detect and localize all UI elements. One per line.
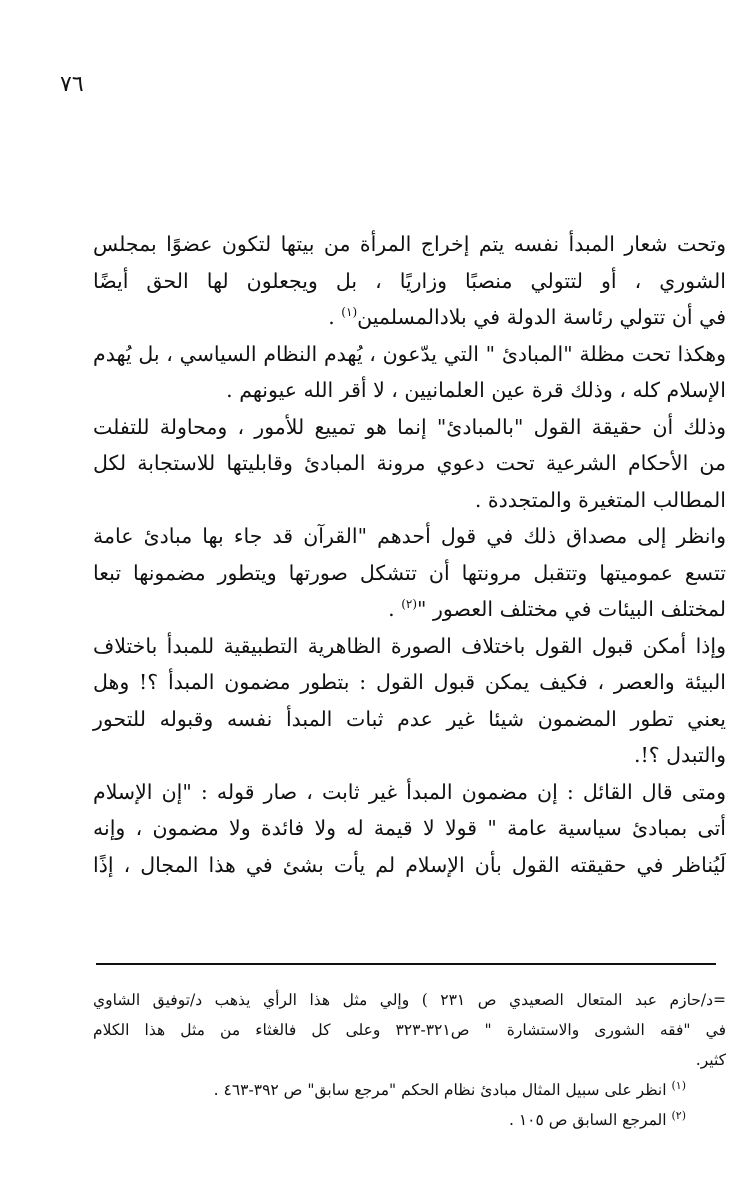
footnote-continuation-line: =د/حازم عبد المتعال الصعيدي ص ٢٣١ ) وإلي مثل هذا الرأي يذهب د/توفيق الشاوي — [93, 991, 726, 1009]
text-line — [93, 299, 726, 336]
text-line: الشوري ، أو لتتولي منصبًا وزاريًا ، بل ويجعلون لها الحق أيضًا — [93, 268, 726, 293]
text-line: أتى بمبادئ سياسية عامة " قولا لا قيمة له ولا فائدة ولا مضمون ، وإنه — [93, 816, 726, 840]
text-segment: . — [328, 305, 342, 329]
text-line: ومتى قال القائل : إن مضمون المبدأ غير ثابت ، صار قوله : "إن الإسلام — [93, 779, 726, 804]
footnote-2-text: المرجع السابق ص ١٠٥ . — [509, 1111, 672, 1129]
page-number: ٧٦ — [60, 72, 84, 97]
footnote-1-mark: (١) — [671, 1078, 686, 1092]
footnote-reference-1[interactable]: (١) — [341, 305, 358, 320]
text-line: والتبدل ؟!. — [633, 743, 726, 767]
text-segment: في أن تتولي رئاسة الدولة في بلادالمسلمين — [357, 305, 726, 329]
text-line: وإذا أمكن قبول القول باختلاف الصورة الظاهرية التطبيقية للمبدأ باختلاف — [93, 633, 726, 658]
text-line: تتسع عموميتها وتتقبل مرونتها أن تتشكل صورتها ويتطور مضمونها تبعا — [93, 560, 726, 585]
text-line: وتحت شعار المبدأ نفسه يتم إخراج المرأة من بيتها لتكون عضوًا بمجلس — [93, 232, 726, 256]
footnote-2 — [93, 1105, 726, 1135]
footnote-1 — [93, 1075, 726, 1105]
footnote-continuation-line: في "فقه الشورى والاستشارة " ص٣٢١-٣٢٣ وعلى كل فالغثاء من مثل هذا الكلام — [93, 1021, 726, 1039]
text-segment: لمختلف البيئات في مختلف العصور " — [417, 597, 726, 621]
text-line — [93, 591, 726, 628]
footnote-2-mark: (٢) — [671, 1108, 686, 1122]
text-line: يعني تطور المضمون شيئا غير عدم ثبات المبدأ نفسه وقبوله للتحور — [93, 706, 726, 731]
text-line: البيئة والعصر ، فكيف يمكن قبول القول : بتطور مضمون المبدأ ؟! وهل — [93, 670, 726, 694]
text-line: وهكذا تحت مظلة "المبادئ " التي يدّعون ، يُهدم النظام السياسي ، بل يُهدم — [93, 341, 726, 366]
footnote-reference-2[interactable]: (٢) — [401, 597, 418, 612]
footnote-separator — [96, 963, 716, 965]
text-line: لَيُناظر في حقيقته القول بأن الإسلام لم يأت بشئ في هذا المجال ، إذًا — [93, 852, 726, 877]
text-line: من الأحكام الشرعية تحت دعوي مرونة المبادئ وقابليتها للاستجابة لكل — [93, 451, 726, 475]
footnote-continuation-line: كثير. — [695, 1051, 726, 1069]
text-line: وذلك أن حقيقة القول "بالمبادئ" إنما هو تمييع للأمور ، ومحاولة للتفلت — [93, 414, 726, 439]
footnote-1-text: انظر على سبيل المثال مبادئ نظام الحكم "مرجع سابق" ص ٣٩٢-٤٦٣ . — [213, 1081, 672, 1099]
text-segment: . — [388, 597, 402, 621]
text-line: المطالب المتغيرة والمتجددة . — [474, 487, 726, 512]
text-line: الإسلام كله ، وذلك قرة عين العلمانيين ، لا أقر الله عيونهم . — [226, 378, 726, 402]
text-line: وانظر إلى مصداق ذلك في قول أحدهم "القرآن قد جاء بها مبادئ عامة — [93, 524, 726, 548]
main-text — [93, 226, 726, 883]
footnotes — [93, 985, 726, 1135]
